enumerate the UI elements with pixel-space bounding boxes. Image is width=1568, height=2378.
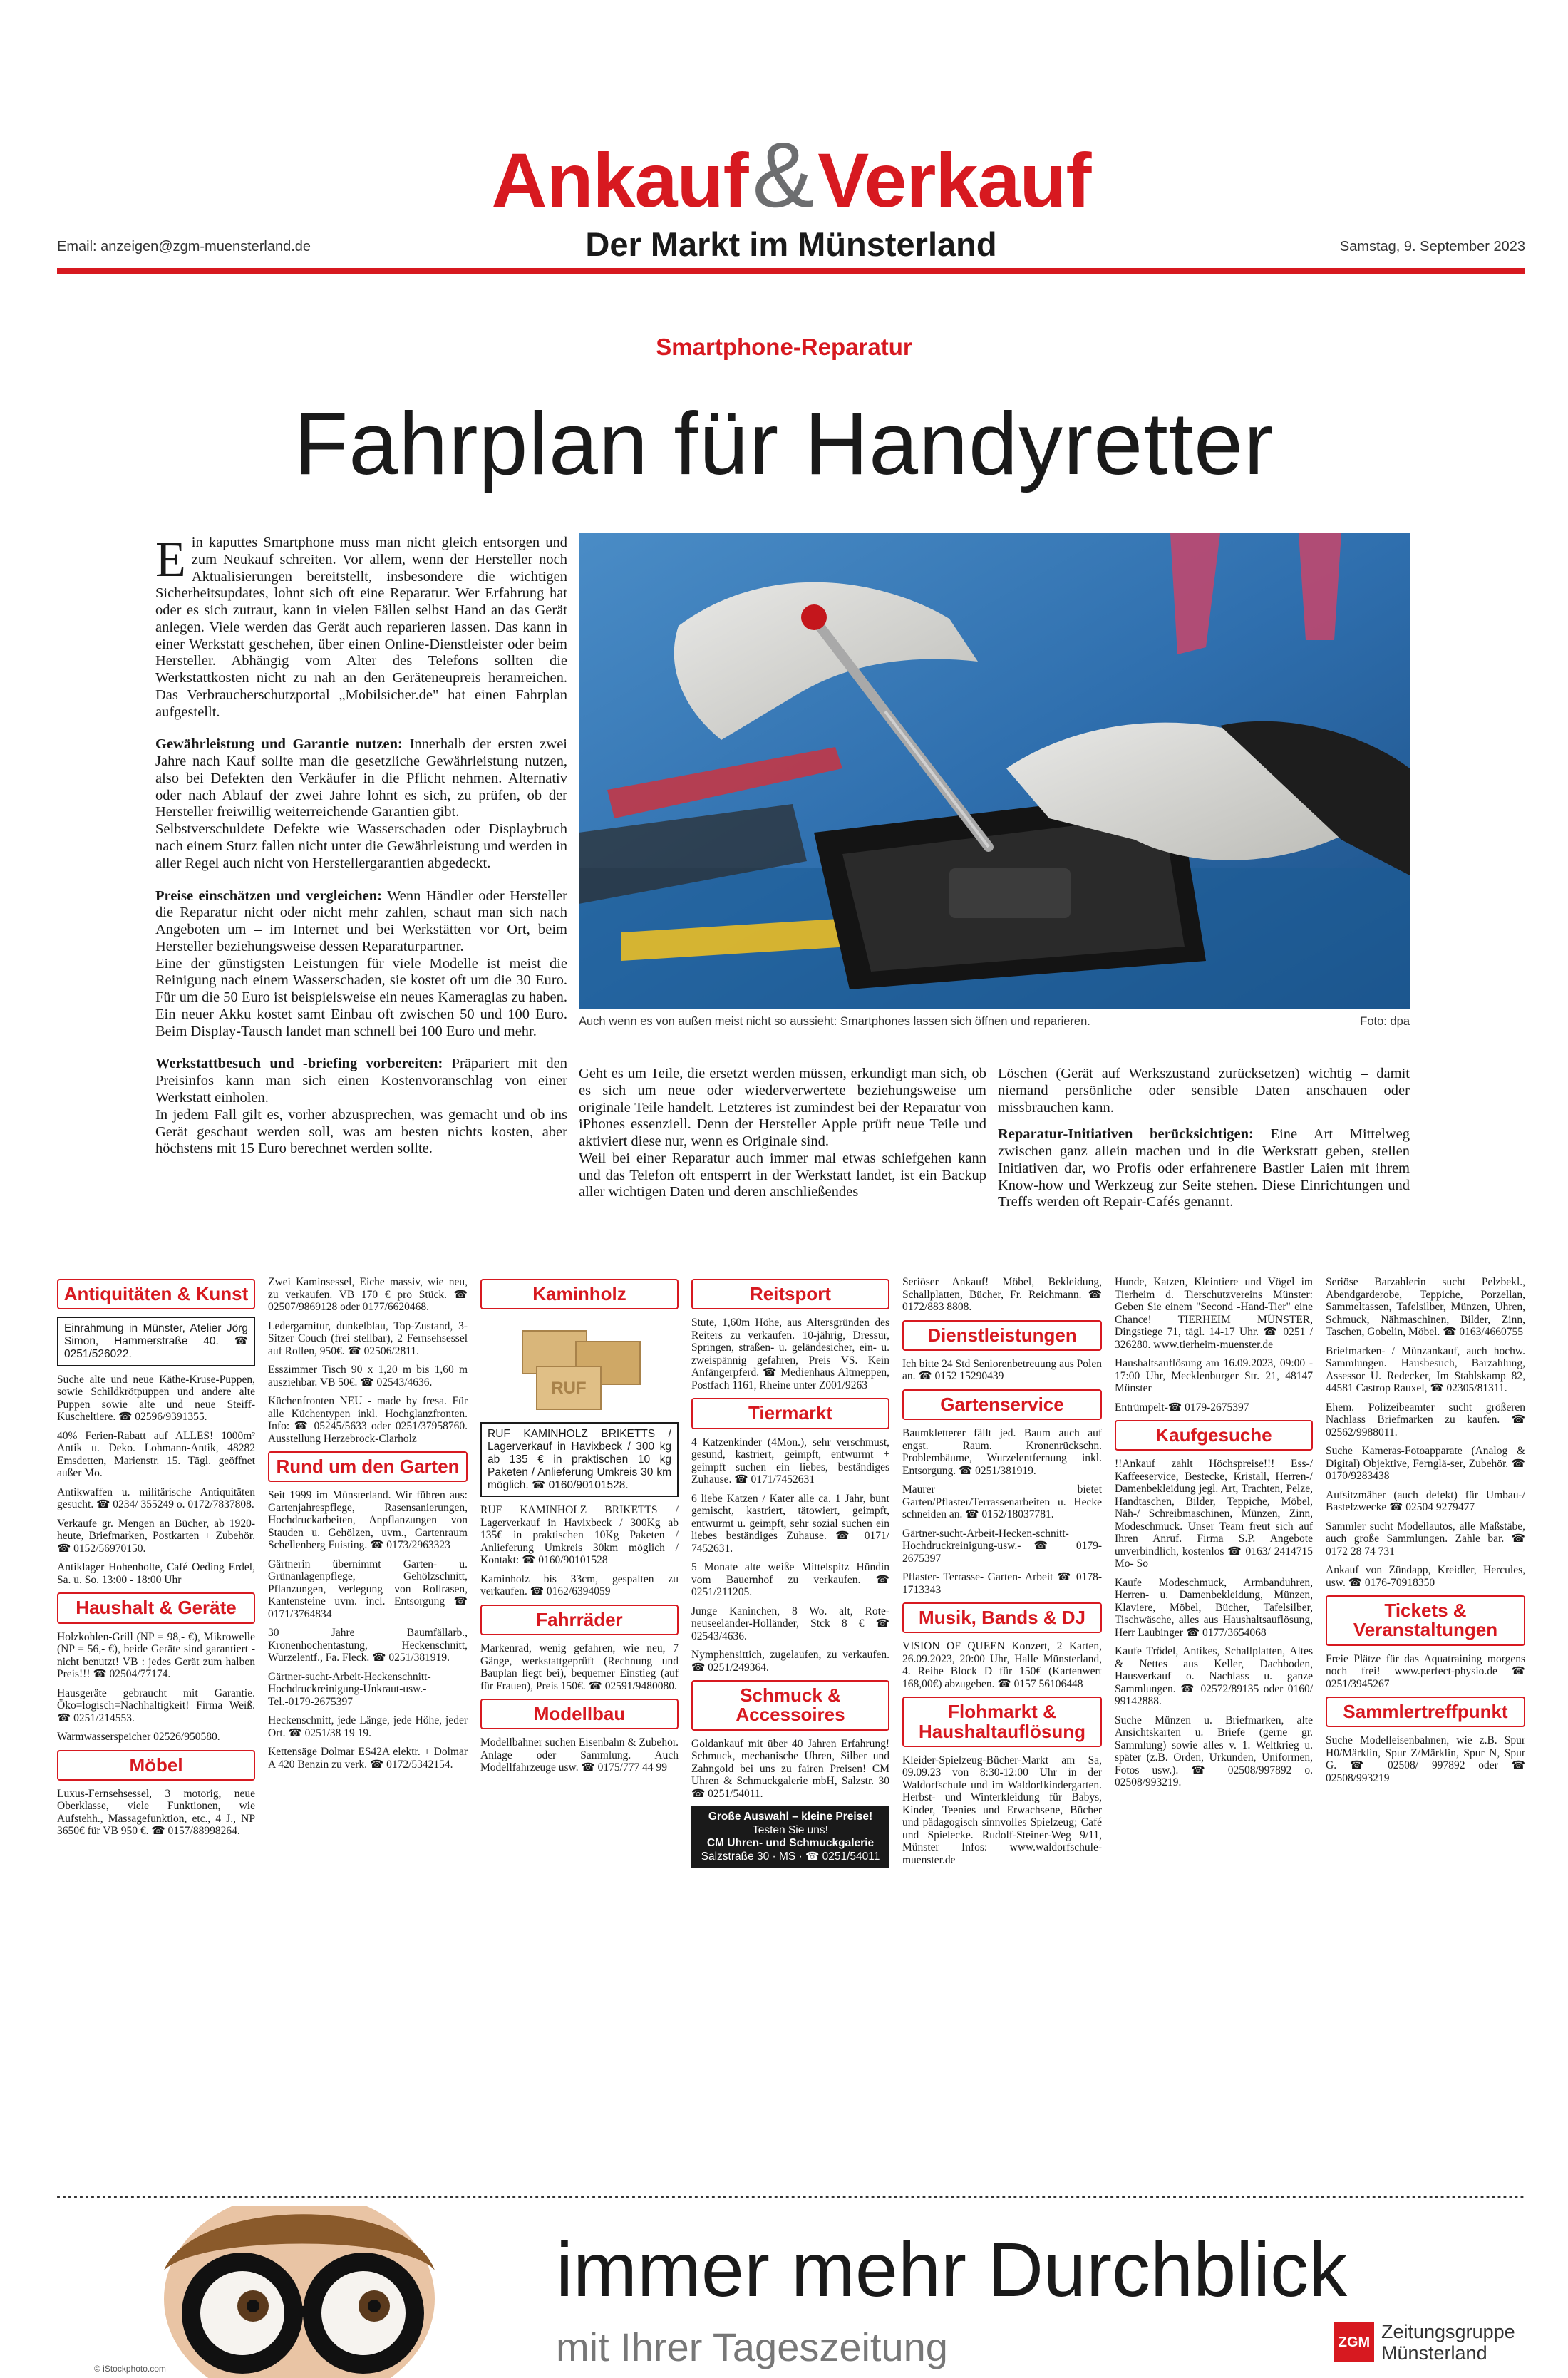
classified-ad: Markenrad, wenig gefahren, wie neu, 7 Gänge, werkstattgeprüft (Rechnung und Bauplan liegt bei), bequemer Einstieg (auf für Frauen), Preis 150€. ☎ 02591/9480080. [480,1642,679,1692]
promo-subline: mit Ihrer Tageszeitung [556,2325,948,2369]
brand-logo [57,123,1525,227]
classifieds-column-7 [1326,1276,1525,2178]
promo-headline: immer mehr Durchblick [556,2226,1348,2312]
article-intro: Ein kaputtes Smartphone muss man nicht gleich entsorgen und zum Neukauf schreiten. Vor allem, wenn der Hersteller noch Aktualisierungen bereitstellt, insbesondere die wichtigen Sicherheitsupdates, lohnt sich oft eine Reparatur. Wer Erfahrung hat oder es sich zutraut, kann in vielen Fällen selbst Hand an das Gerät anlegen. Viele werden das Gerät auch reparieren lassen. Das kann in einer Werkstatt geschehen, über einen Online-Dienstleister oder beim Hersteller. Abhängig vom Alter des Telefons sollten die Werkstattkosten nicht zu nah an den Geräteneupreis heranreichen. Das Verbraucherschutzportal „Mobilsicher.de" hat einen Fahrplan aufgestellt. [155,535,567,720]
classified-ad: Kaufe Modeschmuck, Armbanduhren, Herren- u. Damenbekleidung, Münzen, Klaviere, Möbel, Bücher, Tafelsilber, Tischwäsche, alles aus Haushaltsauflösung, Herr Laubinger ☎ 0177/3654068 [1115,1576,1313,1639]
classified-ad: Kaufe Trödel, Antikes, Schallplatten, Altes & Nettes aus Keller, Dachboden, Hausverkauf o. Nachlass u. ganze Sammlungen. ☎ 02572/89135 oder 0160/ 99142888. [1115,1645,1313,1708]
section-divider [57,2196,1525,2198]
classified-ad: 40% Ferien-Rabatt auf ALLES! 1000m² Antik u. Deko. Lohmann-Antik, 48282 Emsdetten, Marienstr. 15. Tägl. geöffnet außer Mo. [57,1429,255,1480]
classified-ad: RUF KAMINHOLZ BRIKETTS / Lagerverkauf in Havixbeck / 300Kg ab 135€ in praktischen 10Kg Paketen / Anlieferung Umkreis 30km möglich / Kontakt: ☎ 0160/90101528 [480,1504,679,1567]
classified-ad: Ankauf von Zündapp, Kreidler, Hercules, usw. ☎ 0176-70918350 [1326,1564,1525,1589]
masthead [57,121,1525,285]
classified-ad: 6 liebe Katzen / Kater alle ca. 1 Jahr, bunt gemischt, kastriert, tätowiert, geimpft, entwurmt u. geimpft, sehr sozial suchen ein liebes beständiges Zuhause. ☎ 0171/ 7452631. [691,1492,889,1555]
rubric-music: Musik, Bands & DJ [902,1602,1102,1633]
logo-mark: ZGM [1334,2322,1374,2362]
classified-ad: Seit 1999 im Münsterland. Wir führen aus: Gartenjahrespflege, Rasensanierungen, Hochdruckarbeiten, Anpflanzungen von Stauden u. Gehölzen, uvm., Gartenraum Schellenberg Fuisting. ☎ 0173/2963323 [268,1489,468,1552]
classified-ad: Küchenfronten NEU - made by fresa. Für alle Küchentypen inkl. Hochglanzfronten. Info: ☎ 05245/5633 oder 0251/37958760. Ausstellung Herzebrock-Clarholz [268,1395,468,1445]
rubric-pets: Tiermarkt [691,1398,889,1429]
article-kicker: Smartphone-Reparatur [656,334,912,360]
classified-ad: Zwei Kaminsessel, Eiche massiv, wie neu, zu verkaufen. VB 170 € pro Stück. ☎ 02507/9869128 oder 0177/6620468. [268,1276,468,1313]
classified-ad: Seriöse Barzahlerin sucht Pelzbekl., Abendgarderobe, Teppiche, Porzellan, Sammeltassen, Tafelsilber, Münzen, Uhren, Schmuck, Nähmaschinen, Bilder, Zinn, Taschen, Gobelin, Möbel. ☎ 0163/4660755 [1326,1276,1525,1338]
rubric-collectors: Sammlertreffpunkt [1326,1697,1525,1727]
classified-ad: Antikwaffen u. militärische Antiquitäten gesucht. ☎ 0234/ 355249 o. 0172/7837808. [57,1486,255,1511]
classified-ad: Hausgeräte gebraucht mit Garantie. Öko=logisch=Nachhaltigkeit! Firma Weiß. ☎ 0251/214553. [57,1687,255,1724]
classifieds-section [57,1276,1525,2178]
classified-ad: Gärtnerin übernimmt Garten- u. Grünanlagenpflege, Gehölzschnitt, Pflanzungen, Verlegung von Rollrasen, Kantensteine uvm. incl. Entsorgung ☎ 0171/3764834 [268,1558,468,1620]
classified-ad: Stute, 1,60m Höhe, aus Altersgründen des Reiters zu verkaufen. 10-jährig, Dressur, Springen, straßen- u. geländesicher, ein- u. zweispännig gefahren, Preis VS. Kein Anfängerpferd. ☎ Medienhaus Altmeppen, Postfach 1161, Rheine unter Z001/9263 [691,1317,889,1391]
rubric-garden: Rund um den Garten [268,1451,468,1482]
classified-ad: 30 Jahre Baumfällarb., Kronenhochentastung, Heckenschnitt, Wurzelentf., Fa. Fleck. ☎ 0251/381919. [268,1627,468,1664]
classifieds-column-5 [902,1276,1102,2178]
briquette-image [508,1317,651,1416]
logo-line-1: Zeitungsgruppe [1381,2321,1515,2342]
classifieds-column-2 [268,1276,468,2178]
classified-ad: Freie Plätze für das Aquatraining morgens noch frei! www.perfect-physio.de ☎ 0251/3945267 [1326,1652,1525,1690]
article-column-2 [579,1066,986,1237]
boxed-ad: Einrahmung in Münster, Atelier Jörg Simon, Hammerstraße 40. ☎ 0251/526022. [57,1317,255,1366]
brand-ampersand: & [752,123,814,227]
rubric-wanted: Kaufgesuche [1115,1420,1313,1451]
classified-ad: Modellbahner suchen Eisenbahn & Zubehör. Anlage oder Sammlung. Auch Modellfahrzeuge usw. ☎ 0175/777 44 99 [480,1736,679,1774]
rubric-antiques: Antiquitäten & Kunst [57,1279,255,1309]
classified-ad: Kleider-Spielzeug-Bücher-Markt am Sa, 09.09.23 von 8:30-12:00 Uhr in der Waldorfschule und im Waldorfkindergarten. Herbst- und Winterkleidung für Babys, Kinder, Teenies und Erwachsene, Bücher und pädagogisch sinnvolles Spielzeug; Café und Spielecke. Rudolf-Steiner-Weg 9/11, Münster Infos: www.waldorfschule-muenster.de [902,1754,1102,1866]
classified-ad: Gärtner-sucht-Arbeit-Heckenschnitt-Hochdruckreinigung-Unkraut-usw.-Tel.-0179-2675397 [268,1670,431,1708]
classified-ad: 4 Katzenkinder (4Mon.), sehr verschmust, gesund, kastriert, geimpft, entwurmt + geimpft suchen ein liebes, beständiges Zuhause. ☎ 0171/7452631 [691,1436,889,1486]
classified-ad: Pflaster- Terrasse- Garten- Arbeit ☎ 0178-1713343 [902,1571,1102,1596]
classifieds-column-6 [1115,1276,1313,2178]
issue-date: Samstag, 9. September 2023 [1339,239,1525,254]
contact-email: Email: anzeigen@zgm-muensterland.de [57,239,311,254]
classified-ad: Aufsitzmäher (auch defekt) für Umbau-/ Bastelzwecke ☎ 02504 9279477 [1326,1488,1525,1513]
classified-ad: Luxus-Fernsehsessel, 3 motorig, neue Oberklasse, viele Funktionen, wie Aufstehh., Massagefunktion, etc., 4 J., NP 3650€ für VB 950 €. ☎ 0157/88998264. [57,1787,255,1838]
article-paragraph: Reparatur-Initiativen berücksichtigen: Eine Art Mittelweg zwischen ganz allein machen und in die Werkstatt geben, stellen Initiativen dar, wo Profis oder erfahrenere Bastler Laien mit ihrem Know-how und Werkzeug zur Seite stehen. Diese Einrichtungen und Treffs werden oft Repair-Cafés genannt. [998,1126,1410,1210]
classified-ad: !!Ankauf zahlt Höchspreise!!! Ess-/ Kaffeeservice, Bestecke, Kristall, Herren-/ Damenbekleidung jegl. Art, Trachten, Pelze, Handtaschen, Bilder, Teppiche, Möbel, Näh-/ Schreibmaschinen, Münzen, Zinn, Modeschmuck. Unser Team freut sich auf Ihren Anruf. Firma S.P. Angebote unverbindlich, kostenlos ☎ 0163/ 2414715 Mo- So [1115,1458,1313,1570]
classified-ad: Antiklager Hohenholte, Café Oeding Erdel, Sa. u. So. 13:00 - 18:00 Uhr [57,1561,255,1586]
rubric-bicycles: Fahrräder [480,1605,679,1635]
jewelry-display-ad: Große Auswahl – kleine Preise! Testen Sie uns! CM Uhren- und Schmuckgalerie Salzstraße 30 · MS · ☎ 0251/54011 [691,1806,889,1868]
classified-ad: Seriöser Ankauf! Möbel, Bekleidung, Schallplatten, Bücher, Fr. Reichmann. ☎ 0172/883 8808. [902,1276,1102,1313]
classified-ad: Suche Modelleisenbahnen, wie z.B. Spur H0/Märklin, Spur Z/Märklin, Spur N, Spur G. ☎ 02508/ 997892 oder ☎ 02508/993219 [1326,1734,1525,1784]
classified-ad: Ehem. Polizeibeamter sucht größeren Nachlass Briefmarken zu kaufen. ☎ 02562/9988011. [1326,1401,1525,1438]
classified-ad: Suche Münzen u. Briefmarken, alte Ansichtskarten u. Briefe (gerne gr. Sammlung) sowie alles v. 1. Weltkrieg u. später (z.B. Orden, Urkunden, Uniformen, Fotos usw.). ☎ 02508/997892 o. 02508/993219. [1115,1714,1313,1789]
classified-ad: Kettensäge Dolmar ES42A elektr. + Dolmar A 420 Benzin zu verk. ☎ 0172/5342154. [268,1746,468,1771]
classified-ad: Suche alte und neue Käthe-Kruse-Puppen, sowie Schildkrötpuppen und andere alte Puppen sowie alte und neue Steiff-Kuscheltiere. ☎ 02596/9391355. [57,1373,255,1424]
publisher-logo [1334,2317,1525,2367]
logo-line-2: Münsterland [1381,2342,1487,2364]
article-paragraph: Werkstattbesuch und -briefing vorbereiten: Präpariert mit den Preisinfos kann man sich einen Kostenvoranschlag von einer Werkstatt einholen. In jedem Fall gilt es, vorher abzusprechen, was gemacht und ob ins Gerät geschaut werden soll, was am besten nichts kosten, aber höchstens mit 15 Euro berechnet werden sollte. [155,1056,567,1157]
classified-ad: Sammler sucht Modellautos, alle Maßstäbe, auch große Sammlungen. Zahle bar. ☎ 0172 28 74 731 [1326,1520,1525,1558]
brand-left: Ankauf [491,137,748,223]
classified-ad: Nymphensittich, zugelaufen, zu verkaufen. ☎ 0251/249364. [691,1649,889,1674]
promo-photo-credit: © iStockphoto.com [94,2364,166,2374]
masthead-subtitle: Der Markt im Münsterland [585,225,997,263]
rubric-model-building: Modellbau [480,1699,679,1729]
promo-photo [86,2206,527,2378]
rubric-household: Haushalt & Geräte [57,1592,255,1623]
classified-ad: 5 Monate alte weiße Mittelspitz Hündin vom Bauernhof zu verkaufen. ☎ 0251/211205. [691,1561,889,1599]
kid-with-glasses-illustration [86,2206,527,2378]
rubric-equestrian: Reitsport [691,1279,889,1309]
phone-repair-illustration [579,533,1410,1009]
rubric-jewelry: Schmuck & Accessoires [691,1680,889,1731]
classified-ad: Warmwasserspeicher 02526/950580. [57,1731,220,1744]
rubric-garden-service: Gartenservice [902,1389,1102,1420]
boxed-ad: RUF KAMINHOLZ BRIKETTS / Lagerverkauf in Havixbeck / 300 kg ab 135 € in praktischen 10 kg Paketen / Anlieferung Umkreis 30 km möglich. ☎ 0160/90101528. [480,1422,679,1497]
classified-ad: Baumkletterer fällt jed. Baum auch auf engst. Raum. Kronenrückschn. Problembäume, Wurzelentfernung inkl. Entsorgung. ☎ 0251/381919. [902,1427,1102,1477]
article-column-3 [998,1066,1410,1237]
classified-ad: Esszimmer Tisch 90 x 1,20 m bis 1,60 m ausziehbar. VB 50€. ☎ 02543/4636. [268,1364,468,1389]
rubric-firewood: Kaminholz [480,1279,679,1309]
classified-ad: Kaminholz bis 33cm, gespalten zu verkaufen. ☎ 0162/6394059 [480,1573,679,1598]
classified-ad: Ich bitte 24 Std Seniorenbetreuung aus Polen an. ☎ 0152 15290439 [902,1357,1102,1383]
classified-ad: Holzkohlen-Grill (NP = 98,- €), Mikrowelle (NP = 56,- €), beide Geräte sind garantiert - nicht benutzt! VB : jedes Gerät zum halben Preis!!! ☎ 02504/77174. [57,1630,255,1681]
brand-right: Verkauf [817,137,1091,223]
drop-cap: E [155,535,186,587]
masthead-rule [57,268,1525,274]
classifieds-column-1 [57,1276,255,2178]
classified-ad: Entrümpelt-☎ 0179-2675397 [1115,1401,1249,1414]
article-paragraph: Löschen (Gerät auf Werkszustand zurücksetzen) wichtig – damit niemand persönliche oder sensible Daten anschauen oder missbrauchen kann. [998,1066,1410,1116]
classified-ad: Goldankauf mit über 40 Jahren Erfahrung! Schmuck, mechanische Uhren, Silber und Zahngold bei uns zu fairen Preisen! CM Uhren & Schmuckgalerie mbH, Salzstr. 30 ☎ 0251/54011. [691,1737,889,1800]
classified-ad: Briefmarken- / Münzankauf, auch hochw. Sammlungen. Hausbesuch, Barzahlung, Assessor U. Redecker, Im Stahlskamp 82, 44581 Castrop Rauxel, ☎ 02305/81311. [1326,1344,1525,1394]
article-photo [579,533,1410,1009]
classified-ad: Maurer bietet Garten/Pflaster/Terrassenarbeiten u. Hecke schneiden an. ☎ 0152/18037781. [902,1483,1102,1521]
classified-ad: Hunde, Katzen, Kleintiere und Vögel im Tierheim d. Tierschutzvereins Münster: Geben Sie einem "Second -Hand-Tier" eine Chance! TIERHEIM MÜNSTER, Dingstiege 71, tägl. 14-17 Uhr. ☎ 0251 / 326280. www.tierheim-muenster.de [1115,1276,1313,1351]
classified-ad: Ledergarnitur, dunkelblau, Top-Zustand, 3-Sitzer Couch (frei stellbar), 2 Fernsehsessel auf Rollen, 950€. ☎ 02506/2811. [268,1319,468,1357]
article-paragraph: Gewährleistung und Garantie nutzen: Innerhalb der ersten zwei Jahre nach Kauf sollte man die gesetzliche Gewährleistung nutzen, also bei Defekten den Verkäufer in die Pflicht nehmen. Alternativ oder nach Ablauf der zwei Jahre lohnt es sich, zu prüfen, ob der Hersteller freiwillig weiterreichende Garantien gibt. Selbstverschuldete Defekte wie Wasserschaden oder Displaybruch nach einem Sturz fallen nicht unter die Gewährleistung und werden in aller Regel auch nicht von Herstellergarantien abgedeckt. [155,736,567,871]
classified-ad: Gärtner-sucht-Arbeit-Hecken-schnitt-Hochdruckreinigung-usw.-☎ 0179-2675397 [902,1527,1102,1565]
briquette-stamp: RUF [551,1379,587,1399]
article-column-1 [155,535,567,1237]
rubric-services: Dienstleistungen [902,1320,1102,1351]
photo-caption: Auch wenn es von außen meist nicht so aussieht: Smartphones lassen sich öffnen und reparieren. Foto: dpa [579,1015,1410,1028]
article-paragraph: Preise einschätzen und vergleichen: Wenn Händler oder Hersteller die Reparatur nicht oder nicht mehr zahlen, schaut man sich nach Angeboten um – im Internet und bei Werkstätten vor Ort, beim Hersteller beziehungsweise dessen Reparaturpartner. Eine der günstigsten Leistungen für viele Modelle ist meist die Reinigung nach einem Wasserschaden, sie kostet oft um die 30 Euro. Für um die 50 Euro ist beispielsweise ein neues Kameraglas zu haben. Ein neuer Akku kostet samt Einbau oft zwischen 50 und 100 Euro. Beim Display-Tausch landet man schnell bei 100 Euro und mehr. [155,887,567,1039]
article-headline: Fahrplan für Handyretter [294,395,1274,493]
rubric-furniture: Möbel [57,1750,255,1781]
classifieds-column-4 [691,1276,889,2178]
photo-credit: Foto: dpa [1360,1015,1410,1028]
classified-ad: Heckenschnitt, jede Länge, jede Höhe, jeder Ort. ☎ 0251/38 19 19. [268,1714,468,1739]
classified-ad: VISION OF QUEEN Konzert, 2 Karten, 26.09.2023, 20:00 Uhr, Halle Münsterland, 4. Reihe Block D für 150€ (Kartenwert 168,00€) abzugeben. ☎ 0157 56106448 [902,1640,1102,1690]
rubric-tickets: Tickets & Veranstaltungen [1326,1595,1525,1646]
classifieds-column-3 [480,1276,679,2178]
classified-ad: Haushaltsauflösung am 16.09.2023, 09:00 - 17:00 Uhr, Mecklenburger Str. 21, 48147 Münster [1115,1357,1313,1394]
rubric-flea-market: Flohmarkt & Haushaltauflösung [902,1697,1102,1747]
article-paragraph: Geht es um Teile, die ersetzt werden müssen, erkundigt man sich, ob es sich um neue oder wiederverwertete beziehungsweise um originale Teile handelt. Letzteres ist zumindest bei der Reparatur von iPhones essenziell. Denn der Hersteller Apple prüft neue Teile und aktiviert diese nur, wenn es Originale sind. Weil bei einer Reparatur auch immer mal etwas schiefgehen kann und das Telefon oft entsperrt in der Werkstatt landet, ist ein Backup aller wichtigen Daten und deren anschließendes [579,1066,986,1200]
classified-ad: Junge Kaninchen, 8 Wo. alt, Rote-neuseeländer-Holländer, Stck 8 € ☎ 02543/4636. [691,1605,889,1642]
classified-ad: Suche Kameras-Fotoapparate (Analog & Digital) Objektive, Fernglä-ser, Zubehör. ☎ 0170/9283438 [1326,1445,1525,1482]
classified-ad: Verkaufe gr. Mengen an Bücher, ab 1920-heute, Briefmarken, Postkarten + Zubehör. ☎ 0152/56970150. [57,1517,255,1555]
